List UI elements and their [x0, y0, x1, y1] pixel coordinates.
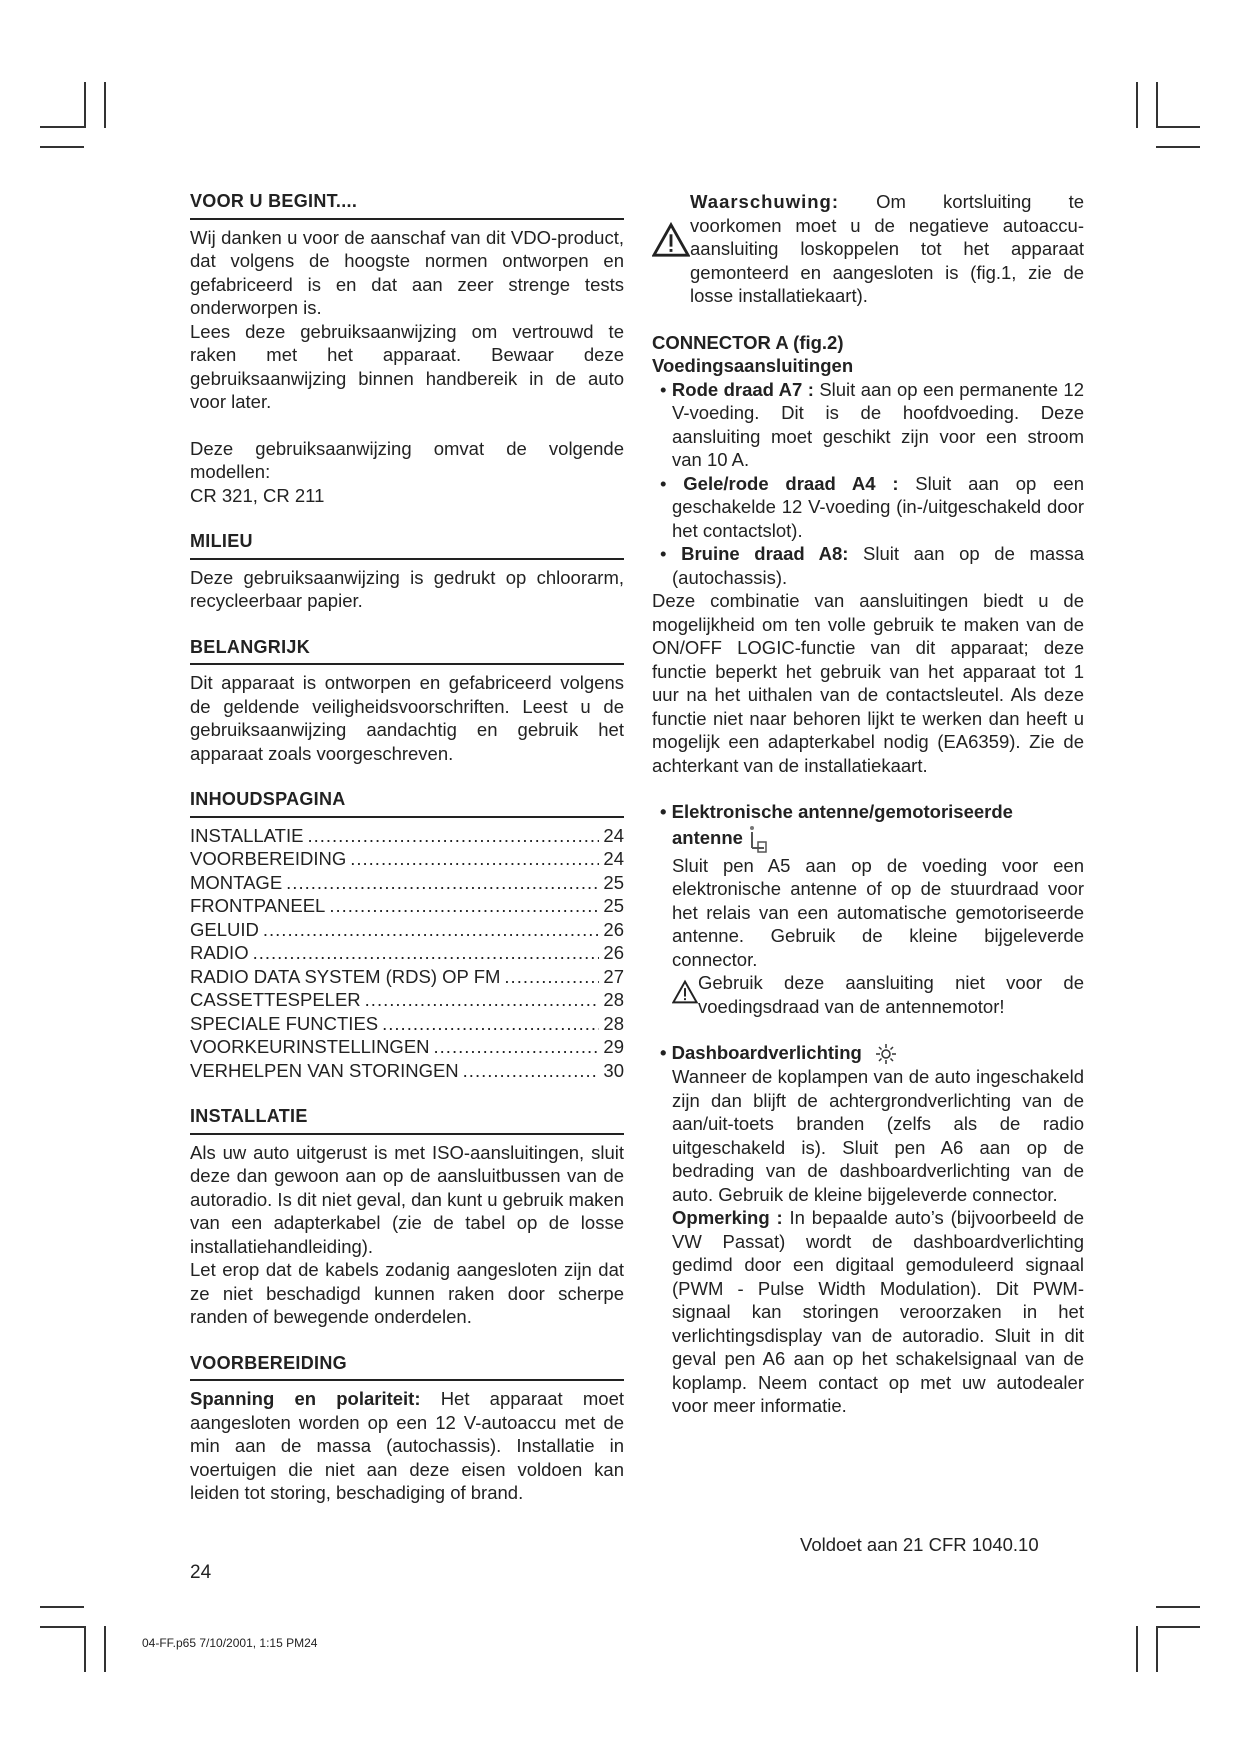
list-item: • Gele/rode draad A4 : Sluit aan op een geschakelde 12 V-voeding (in-/uitgeschakeld door het contactslot). — [660, 472, 1084, 541]
toc-entry: SPECIALE FUNCTIES ..... 28 — [190, 1012, 624, 1036]
warning-triangle-icon — [652, 222, 690, 258]
antenne-title: • Elektronische antenne/gemotoriseerde antenne — [652, 800, 1084, 854]
warning-block — [652, 190, 1084, 308]
note-label: Opmerking : — [672, 1207, 783, 1229]
antenne-warning — [652, 971, 1084, 1018]
paragraph: Sluit pen A5 aan op de voeding voor een elektronische antenne of op de stuurdraad voor het relais van een automatische gemotoriseerde antenne. Gebruik de kleine bijgeleverde connector. — [672, 854, 1084, 970]
toc-entry: FRONTPANEEL ..... 25 — [190, 894, 624, 918]
dashboard-title: • Dashboardverlichting — [652, 1041, 1084, 1065]
toc-entry: GELUID ..... 26 — [190, 918, 624, 942]
toc-entry: VOORBEREIDING ..... 24 — [190, 847, 624, 871]
compliance-note: Voldoet aan 21 CFR 1040.10 — [800, 1534, 1039, 1555]
model-list: CR 321, CR 211 — [190, 484, 325, 506]
toc-entry: RADIO DATA SYSTEM (RDS) OP FM ..... 27 — [190, 965, 624, 989]
section-title-installatie: INSTALLATIE — [190, 1105, 624, 1135]
connector-subtitle: Voedingsaansluitingen — [652, 355, 854, 376]
list-item: • Bruine draad A8: Sluit aan op de massa (autochassis). — [660, 543, 1084, 588]
paragraph: Deze combinatie van aansluitingen biedt u de mogelijkheid om ten volle gebruik te maken van de ON/OFF LOGIC-functie van dit apparaat; deze functie beperkt het gebruik van het apparaat tot 1 uur na het uithalen van de contactsleutel. Als deze functie niet naar behoren lijkt te werken dan heeft u mogelijk een adapterkabel nodig (EA6359). Zie de achterkant van de installatiekaart. — [652, 590, 1084, 776]
section-title-belangrijk: BELANGRIJK — [190, 636, 624, 666]
left-column — [190, 190, 624, 1505]
page-number: 24 — [190, 1562, 212, 1583]
file-info: 04-FF.p65 7/10/2001, 1:15 PM24 — [142, 1636, 318, 1650]
section-title-inhoudspagina: INHOUDSPAGINA — [190, 788, 624, 818]
paragraph: Als uw auto uitgerust is met ISO-aansluitingen, sluit deze dan gewoon aan op de aansluitbussen van de autoradio. Is dit niet geval, dan kunt u gebruik maken van een adapterkabel (zie de tabel op de losse installatiehandleiding). — [190, 1141, 624, 1257]
toc-entry: INSTALLATIE ..... 24 — [190, 824, 624, 848]
note-paragraph: Opmerking : In bepaalde auto’s (bijvoorbeeld de VW Passat) wordt de dashboardverlichting gedimd door een digitaal gemoduleerd signaal (PWM - Pulse Width Modulation). Dit PWM-signaal kan storingen veroorzaken in het verlichtingsdisplay van de autoradio. Sluit in dit geval pen A6 aan op het schakelsignaal van de koplamp. Neem contact op met uw autodealer voor meer informatie. — [672, 1207, 1084, 1417]
paragraph: Spanning en polariteit: Het apparaat moet aangesloten worden op een 12 V-autoaccu met de min aan de massa (autochassis). Installatie in voertuigen die niet aan deze eisen voldoen kan leiden tot storing, beschadiging of brand. — [190, 1388, 625, 1503]
antenna-icon — [748, 824, 768, 854]
toc-entry: CASSETTESPELER ..... 28 — [190, 988, 624, 1012]
paragraph: Wij danken u voor de aanschaf van dit VDO-product, dat volgens de hoogste normen ontworpen en gefabriceerd is en dat aan zeer strenge tests onderworpen is. — [190, 226, 624, 318]
section-title-voorbereiding: VOORBEREIDING — [190, 1352, 624, 1382]
paragraph: Lees deze gebruiksaanwijzing om vertrouwd te raken met het apparaat. Bewaar deze gebruiksaanwijzing binnen handbereik in de auto voor later. — [190, 320, 624, 412]
warning-text: Waarschuwing: Om kortsluiting te voorkomen moet u de negatieve autoaccu-aansluiting loskoppelen tot het apparaat gemonteerd en aangesloten is (fig.1, zie de losse installatiekaart). — [690, 191, 1084, 306]
toc-entry: RADIO ..... 26 — [190, 941, 624, 965]
paragraph: Deze gebruiksaanwijzing omvat de volgende modellen: — [190, 437, 624, 482]
paragraph: Wanneer de koplampen van de auto ingeschakeld zijn dan blijft de achtergrondverlichting van de aan/uit-toets branden (zelfs als de radio uitgeschakeld is). Sluit pen A6 aan op de bedrading van de dashboardverlichting van de auto. Gebruik de kleine bijgeleverde connector. — [672, 1066, 1084, 1205]
sun-light-icon — [875, 1043, 897, 1065]
warning-text: Gebruik deze aansluiting niet voor de voedingsdraad van de antennemotor! — [698, 972, 1084, 1017]
bold-lead: Spanning en polariteit: — [190, 1388, 421, 1409]
paragraph: Dit apparaat is ontworpen en gefabriceerd volgens de geldende veiligheidsvoorschriften. Leest u de gebruiksaanwijzing aandachtig en gebruik het apparaat zoals voorgeschreven. — [190, 672, 624, 764]
list-item: • Rode draad A7 : Sluit aan op een permanente 12 V-voeding. Dit is de hoofdvoeding. Deze aansluiting moet geschikt zijn voor een stroom van 10 A. — [660, 378, 1085, 470]
right-column — [652, 190, 1084, 1418]
warning-label: Waarschuwing: — [690, 191, 840, 212]
toc-entry: MONTAGE ..... 25 — [190, 871, 624, 895]
paragraph: Let erop dat de kabels zodanig aangesloten zijn dat ze niet beschadigd kunnen raken door scherpe randen of bewegende onderdelen. — [190, 1259, 624, 1327]
paragraph: Deze gebruiksaanwijzing is gedrukt op chloorarm, recycleerbaar papier. — [190, 566, 624, 611]
section-title-voor-u-begint: VOOR U BEGINT.... — [190, 190, 624, 220]
table-of-contents — [190, 824, 624, 1083]
toc-entry: VOORKEURINSTELLINGEN ..... 29 — [190, 1035, 624, 1059]
section-title-milieu: MILIEU — [190, 530, 624, 560]
toc-entry: VERHELPEN VAN STORINGEN ..... 30 — [190, 1059, 624, 1083]
warning-triangle-icon — [672, 979, 698, 1005]
connector-title: CONNECTOR A (fig.2) — [652, 331, 844, 353]
